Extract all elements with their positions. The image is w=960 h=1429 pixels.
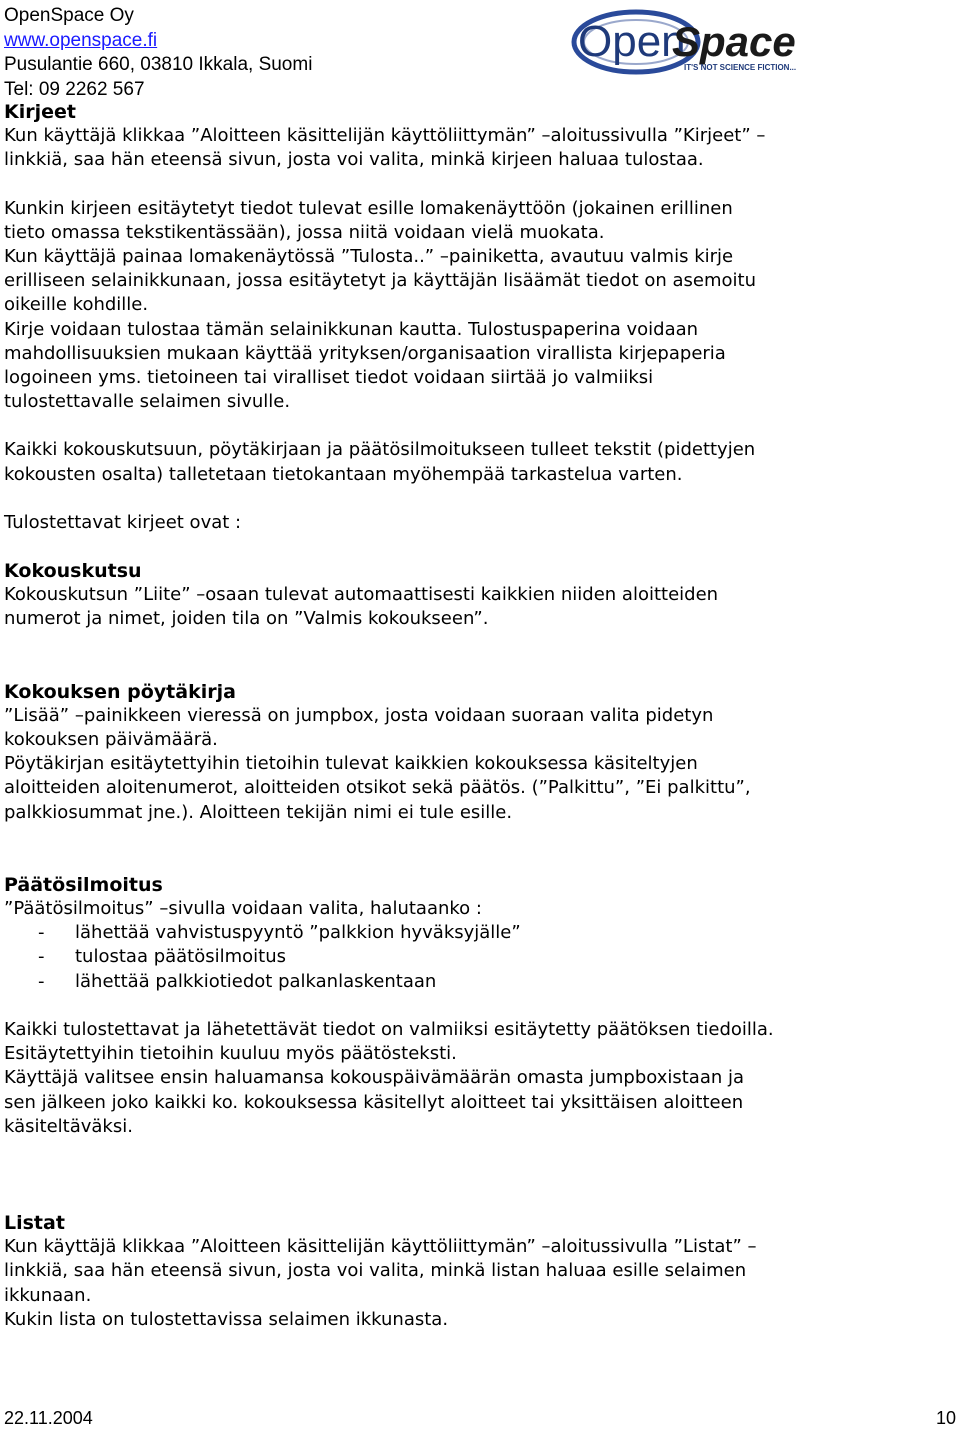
- kirjeet-text: tieto omassa tekstikentässään), jossa niitä voidaan vielä muokata.: [4, 221, 605, 243]
- list-item: [4, 921, 956, 945]
- kirjeet-text: tulostettavalle selaimen sivulle.: [4, 391, 291, 413]
- openspace-logo-graphic: [566, 4, 806, 82]
- listat-text: Kukin lista on tulostettavissa selaimen ikkunasta.: [4, 1308, 449, 1330]
- poytakirja-text: ”Lisää” –painikkeen vieressä on jumpbox, josta voidaan suoraan valita pidetyn: [4, 704, 714, 726]
- company-header: [4, 4, 564, 102]
- logo-open-text: Open: [578, 17, 686, 66]
- kirjeet-text: Kunkin kirjeen esitäytetyt tiedot tulevat esille lomakenäyttöön (jokainen erillinen: [4, 197, 733, 219]
- list-dash: -: [38, 922, 45, 944]
- paatosilmoitus-text: sen jälkeen joko kaikki ko. kokouksessa käsitellyt aloitteet tai yksittäisen aloitteen: [4, 1091, 744, 1113]
- heading-poytakirja: Kokouksen pöytäkirja: [4, 680, 236, 703]
- openspace-logo: [566, 4, 806, 82]
- kirjeet-text: oikeille kohdille.: [4, 294, 149, 316]
- poytakirja-text: kokouksen päivämäärä.: [4, 729, 218, 751]
- kirjeet-text: Kirje voidaan tulostaa tämän selainikkunan kautta. Tulostuspaperina voidaan: [4, 318, 699, 340]
- poytakirja-text: aloitteiden aloitenumerot, aloitteiden otsikot sekä päätös. (”Palkittu”, ”Ei palkittu”,: [4, 777, 751, 799]
- company-name: OpenSpace Oy: [4, 5, 134, 26]
- kirjeet-text: Kaikki kokouskutsuun, pöytäkirjaan ja päätösilmoitukseen tulleet tekstit (pidettyjen: [4, 439, 756, 461]
- paatosilmoitus-intro: ”Päätösilmoitus” –sivulla voidaan valita, halutaanko :: [4, 898, 482, 920]
- heading-paatosilmoitus: Päätösilmoitus: [4, 873, 163, 896]
- kirjeet-text: linkkiä, saa hän eteensä sivun, josta voi valita, minkä kirjeen haluaa tulostaa.: [4, 149, 704, 171]
- logo-tagline: IT'S NOT SCIENCE FICTION...: [684, 63, 797, 72]
- footer-date: 22.11.2004: [4, 1408, 93, 1428]
- logo-space-text: Space: [672, 18, 796, 65]
- list-item-text: tulostaa päätösilmoitus: [75, 946, 287, 968]
- company-address: Pusulantie 660, 03810 Ikkala, Suomi: [4, 54, 313, 75]
- kirjeet-text: kokousten osalta) talletetaan tietokantaan myöhempää tarkastelua varten.: [4, 463, 683, 485]
- paatosilmoitus-text: Esitäytettyihin tietoihin kuuluu myös päätösteksti.: [4, 1043, 457, 1065]
- kokouskutsu-text: numerot ja nimet, joiden tila on ”Valmis kokoukseen”.: [4, 608, 489, 630]
- list-item-text: lähettää vahvistuspyyntö ”palkkion hyväksyjälle”: [75, 922, 521, 944]
- paatosilmoitus-text: käsiteltäväksi.: [4, 1115, 133, 1137]
- paatosilmoitus-text: Käyttäjä valitsee ensin haluamansa kokouspäivämäärän omasta jumpboxistaan ja: [4, 1067, 745, 1089]
- paatosilmoitus-text: Kaikki tulostettavat ja lähetettävät tiedot on valmiiksi esitäytetty päätöksen tiedoilla.: [4, 1018, 774, 1040]
- document-body: [4, 100, 956, 1332]
- kirjeet-text: Tulostettavat kirjeet ovat :: [4, 511, 242, 533]
- kirjeet-text: logoineen yms. tietoineen tai viralliset tiedot voidaan siirtää jo valmiiksi: [4, 367, 654, 389]
- footer-page-number: 10: [935, 1408, 956, 1428]
- listat-text: Kun käyttäjä klikkaa ”Aloitteen käsittelijän käyttöliittymän” –aloitussivulla ”Listat” –: [4, 1236, 757, 1258]
- kirjeet-text: Kun käyttäjä klikkaa ”Aloitteen käsittelijän käyttöliittymän” –aloitussivulla ”Kirjeet” –: [4, 125, 766, 147]
- kirjeet-text: Kun käyttäjä painaa lomakenäytössä ”Tulosta..” –painiketta, avautuu valmis kirje: [4, 246, 734, 268]
- listat-text: ikkunaan.: [4, 1284, 92, 1306]
- list-item: [4, 945, 956, 969]
- list-item: [4, 970, 956, 994]
- list-dash: -: [38, 970, 45, 992]
- company-phone: Tel: 09 2262 567: [4, 78, 145, 100]
- kirjeet-text: erilliseen selainikkunaan, jossa esitäytetyt ja käyttäjän lisäämät tiedot on asemoitu: [4, 270, 757, 292]
- list-item-text: lähettää palkkiotiedot palkanlaskentaan: [75, 970, 437, 992]
- company-website-link[interactable]: www.openspace.fi: [4, 29, 158, 51]
- list-dash: -: [38, 946, 45, 968]
- kirjeet-text: mahdollisuuksien mukaan käyttää yrityksen/organisaation virallista kirjepaperia: [4, 342, 726, 364]
- listat-text: linkkiä, saa hän eteensä sivun, josta voi valita, minkä listan haluaa esille selaimen: [4, 1260, 747, 1282]
- poytakirja-text: palkkiosummat jne.). Aloitteen tekijän nimi ei tule esille.: [4, 801, 513, 823]
- heading-kirjeet: Kirjeet: [4, 101, 76, 123]
- heading-kokouskutsu: Kokouskutsu: [4, 560, 142, 583]
- poytakirja-text: Pöytäkirjan esitäytettyihin tietoihin tulevat kaikkien kokouksessa käsiteltyjen: [4, 753, 698, 775]
- kokouskutsu-text: Kokouskutsun ”Liite” –osaan tulevat automaattisesti kaikkien niiden aloitteiden: [4, 584, 719, 606]
- heading-listat: Listat: [4, 1211, 65, 1234]
